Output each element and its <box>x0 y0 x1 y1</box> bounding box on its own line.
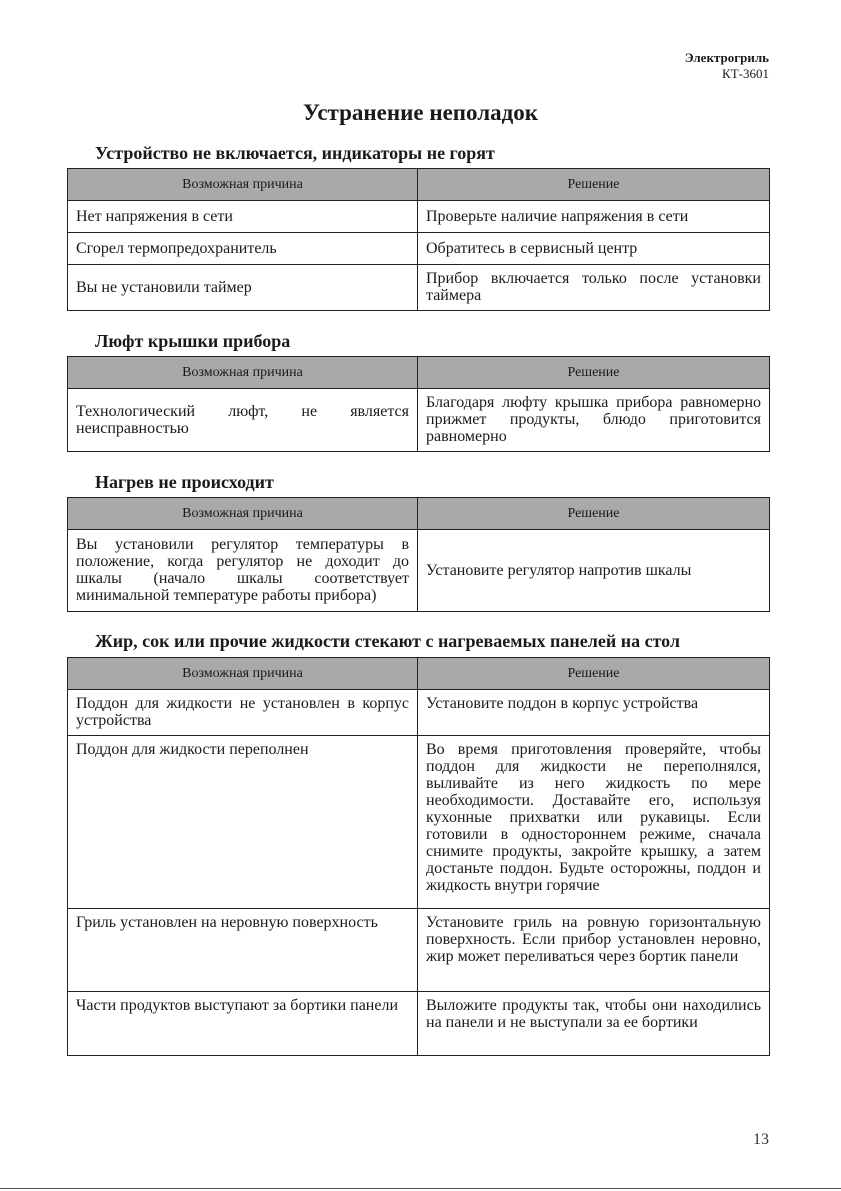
column-header-cause: Возможная причина <box>68 498 418 530</box>
solution-cell: Во время приготовления проверяйте, чтобы поддон для жидкости не переполнялся, выливайте из него жидкость по мере необходимости. Доставайте его, используя кухонные прихватки или рукавицы. Если готовили в одностороннем режиме, сначала снимите продукты, закройте крышку, а затем достаньте поддон. Будьте осторожны, поддон и жидкость внутри горячие <box>418 736 770 909</box>
table-row <box>68 389 770 452</box>
table-row <box>68 233 770 265</box>
table-header-row <box>68 169 770 201</box>
column-header-solution: Решение <box>418 357 770 389</box>
solution-cell: Установите гриль на ровную горизонтальную поверхность. Если прибор установлен неровно, жир может переливаться через бортик панели <box>418 909 770 992</box>
table-row <box>68 909 770 992</box>
table-row <box>68 690 770 736</box>
section-title-no-heating: Нагрев не происходит <box>95 472 274 492</box>
cause-cell: Технологический люфт, не является неисправностью <box>68 389 418 452</box>
troubleshooting-table-lid-play <box>67 356 770 452</box>
section-title-no-power: Устройство не включается, индикаторы не горят <box>95 143 495 163</box>
solution-cell: Благодаря люфту крышка прибора равномерно прижмет продукты, блюдо приготовится равномерно <box>418 389 770 452</box>
column-header-cause: Возможная причина <box>68 357 418 389</box>
cause-cell: Поддон для жидкости переполнен <box>68 736 418 909</box>
section-title-lid-play: Люфт крышки прибора <box>95 331 291 351</box>
column-header-solution: Решение <box>418 169 770 201</box>
column-header-cause: Возможная причина <box>68 169 418 201</box>
solution-cell: Установите поддон в корпус устройства <box>418 690 770 736</box>
header-model: КТ-3601 <box>722 66 769 81</box>
solution-cell: Выложите продукты так, чтобы они находились на панели и не выступали за ее бортики <box>418 992 770 1056</box>
cause-cell: Сгорел термопредохранитель <box>68 233 418 265</box>
table-row <box>68 530 770 612</box>
cause-cell: Поддон для жидкости не установлен в корпус устройства <box>68 690 418 736</box>
running-header <box>685 50 769 82</box>
column-header-solution: Решение <box>418 658 770 690</box>
cause-cell: Части продуктов выступают за бортики панели <box>68 992 418 1056</box>
table-header-row <box>68 357 770 389</box>
table-row <box>68 201 770 233</box>
cause-cell: Гриль установлен на неровную поверхность <box>68 909 418 992</box>
column-header-solution: Решение <box>418 498 770 530</box>
solution-cell: Проверьте наличие напряжения в сети <box>418 201 770 233</box>
troubleshooting-table-no-heating <box>67 497 770 612</box>
troubleshooting-table-liquid-leak <box>67 657 770 1056</box>
table-header-row <box>68 498 770 530</box>
table-header-row <box>68 658 770 690</box>
page-number: 13 <box>753 1131 769 1148</box>
page-bottom-rule <box>0 1188 841 1189</box>
solution-cell: Установите регулятор напротив шкалы <box>418 530 770 612</box>
section-title-liquid-leak: Жир, сок или прочие жидкости стекают с нагреваемых панелей на стол <box>95 631 681 651</box>
troubleshooting-table-no-power <box>67 168 770 311</box>
solution-cell: Обратитесь в сервисный центр <box>418 233 770 265</box>
header-product: Электрогриль <box>684 50 769 65</box>
table-row <box>68 992 770 1056</box>
column-header-cause: Возможная причина <box>68 658 418 690</box>
cause-cell: Вы установили регулятор температуры в положение, когда регулятор не доходит до шкалы (начало шкалы соответствует минимальной температуре работы прибора) <box>68 530 418 612</box>
table-row <box>68 265 770 311</box>
cause-cell: Вы не установили таймер <box>68 265 418 311</box>
table-row <box>68 736 770 909</box>
page-title: Устранение неполадок <box>302 100 539 125</box>
solution-cell: Прибор включается только после установки таймера <box>418 265 770 311</box>
cause-cell: Нет напряжения в сети <box>68 201 418 233</box>
